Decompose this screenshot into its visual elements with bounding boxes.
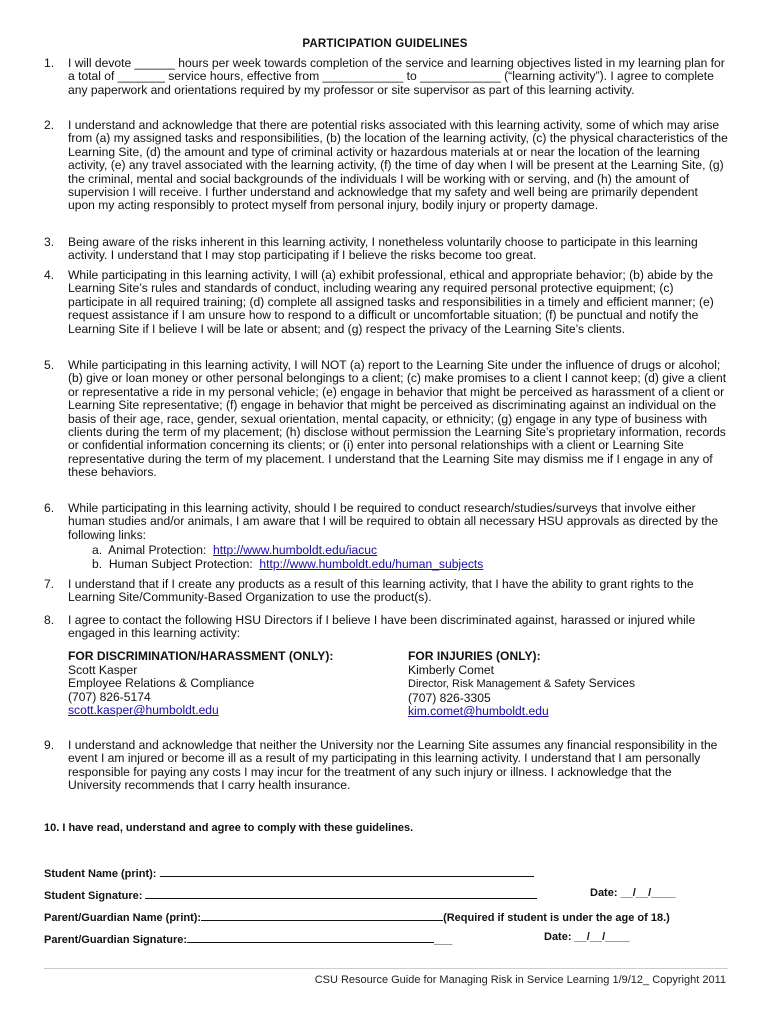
- guideline-item-7: [44, 578, 728, 605]
- guideline-item-1: [44, 57, 728, 97]
- parent-date-field[interactable]: Date: __/__/____: [544, 931, 630, 943]
- contact-header: FOR INJURIES (ONLY):: [408, 649, 541, 663]
- link-label: Human Subject Protection:: [108, 557, 253, 571]
- injuries-contact: [408, 650, 738, 719]
- required-note: (Required if student is under the age of 18.): [443, 912, 670, 924]
- item-text: I understand and acknowledge that neither the University nor the Learning Site assumes any financial responsibility in the event I am injured or become ill as a result of my participating in this learning activity. I understand that I am personally responsible for paying any costs I may incur for the treatment of any such injury or illness. I acknowledge that the University recommends that I carry health insurance.: [68, 738, 718, 793]
- contact-phone: (707) 826-5174: [68, 689, 151, 704]
- item-number: 8.: [44, 613, 55, 627]
- link-label: Animal Protection:: [108, 543, 207, 557]
- contact-title-small: Director, Risk Management & Safety: [408, 678, 586, 691]
- guideline-item-9: [44, 739, 728, 793]
- parent-name-row: [44, 909, 670, 924]
- parent-signature-row: [44, 931, 452, 946]
- item-number: 9.: [44, 738, 55, 752]
- student-signature-field[interactable]: [145, 887, 537, 899]
- contact-header: FOR DISCRIMINATION/HARASSMENT (ONLY):: [68, 649, 334, 663]
- footer-divider: [44, 968, 728, 969]
- parent-name-field[interactable]: [201, 909, 443, 921]
- item-text: While participating in this learning activity, I will NOT (a) report to the Learning Site under the influence of drugs or alcohol; (b) give or loan money or other personal belongings to a client; (c) make promises to a client I cannot keep; (d) give a client or representative a ride in my personal vehicle; (e) engage in behavior that might be perceived as harassment of a client or Learning Site representative; (f) engage in behavior that might be perceived as discriminating against an individual on the basis of their age, race, gender, sexual orientation, mental capacity, or ethnicity; (g) engage in any type of business with clients during the term of my placement; (h) disclose without permission the Learning Site’s proprietary information, records or confidential information concerning its clients; or (i) enter into personal relationships with a client or Learning Site representative during the term of my placement. I understand that the Learning Site may dismiss me if I engage in any of these behaviors.: [68, 358, 727, 480]
- discrimination-contact: [68, 650, 388, 718]
- guideline-item-2: [44, 119, 728, 213]
- contact-email-link[interactable]: scott.kasper@humboldt.edu: [68, 703, 219, 718]
- contact-email-link[interactable]: kim.comet@humboldt.edu: [408, 704, 549, 719]
- link-row-animal: [92, 544, 377, 557]
- student-signature-row: [44, 887, 537, 902]
- parent-signature-suffix: ___: [434, 934, 453, 946]
- student-name-row: [44, 865, 534, 880]
- item-text: While participating in this learning activity, should I be required to conduct research/studies/surveys that involve either human studies and/or animals, I am aware that I will be required to obtain all necessary HSU approvals as directed by the following links:: [68, 501, 719, 542]
- item-number: 2.: [44, 118, 55, 132]
- link-row-human: [92, 558, 483, 571]
- guideline-item-3: [44, 236, 728, 263]
- student-date-field[interactable]: Date: __/__/____: [590, 887, 676, 899]
- contact-title: [408, 677, 738, 692]
- animal-protection-link[interactable]: http://www.humboldt.edu/iacuc: [213, 543, 378, 557]
- contact-title-rest: Services: [585, 676, 636, 691]
- acknowledgement-statement: 10. I have read, understand and agree to comply with these guidelines.: [44, 822, 414, 834]
- student-name-label: Student Name (print):: [44, 868, 157, 880]
- link-letter: a.: [92, 543, 103, 557]
- item-text: I agree to contact the following HSU Directors if I believe I have been discriminated against, harassed or injured while engaged in this learning activity:: [68, 613, 696, 641]
- item-number: 1.: [44, 56, 55, 70]
- item-text: While participating in this learning activity, I will (a) exhibit professional, ethical and appropriate behavior; (b) abide by the Learning Site’s rules and standards of conduct, including wearing any required personal protective equipment; (c) participate in all required training; (d) complete all assigned tasks and responsibilities in a timely and efficient manner; (e) request assistance if I am unsure how to respond to a difficult or uncomfortable situation; (f) be punctual and notify the Learning Site if I believe I will be late or absent; and (g) respect the privacy of the Learning Site’s clients.: [68, 268, 714, 336]
- guideline-item-6: [44, 502, 728, 542]
- page-footer: CSU Resource Guide for Managing Risk in Service Learning 1/9/12_ Copyright 2011: [314, 974, 726, 986]
- page-title: PARTICIPATION GUIDELINES: [302, 38, 468, 50]
- student-name-field[interactable]: [160, 865, 534, 877]
- item-number: 6.: [44, 501, 55, 515]
- guideline-item-8: [44, 614, 728, 641]
- contact-name: Kimberly Comet: [408, 662, 495, 677]
- parent-signature-label: Parent/Guardian Signature:: [44, 934, 188, 946]
- student-signature-label: Student Signature:: [44, 890, 143, 902]
- item-text: I understand that if I create any products as a result of this learning activity, that I have the ability to grant rights to the Learning Site/Community-Based Organization to use the product(s).: [68, 577, 694, 605]
- guideline-item-4: [44, 269, 728, 336]
- item-number: 4.: [44, 268, 55, 282]
- contact-phone: (707) 826-3305: [408, 690, 491, 705]
- contact-title: Employee Relations & Compliance: [68, 676, 255, 691]
- parent-name-label: Parent/Guardian Name (print):: [44, 912, 202, 924]
- contact-name: Scott Kasper: [68, 662, 138, 677]
- parent-signature-field[interactable]: [187, 931, 434, 943]
- item-number: 5.: [44, 358, 55, 372]
- item-text: Being aware of the risks inherent in this learning activity, I nonetheless voluntarily choose to participate in this learning activity. I understand that I may stop participating if I believe the risks become too great.: [68, 235, 698, 263]
- item-number: 3.: [44, 235, 55, 249]
- item-number: 7.: [44, 577, 55, 591]
- human-subject-link[interactable]: http://www.humboldt.edu/human_subjects: [259, 557, 484, 571]
- guideline-item-5: [44, 359, 728, 480]
- item-text: I will devote ______ hours per week towards completion of the service and learning objectives listed in my learning plan for a total of _______ service hours, effective from ____________ to ____________ (“learning activity”). I agree to complete any paperwork and orientations required by my professor or site supervisor as part of this learning activity.: [68, 56, 725, 97]
- link-letter: b.: [92, 557, 103, 571]
- item-text: I understand and acknowledge that there are potential risks associated with this learning activity, some of which may arise from (a) my assigned tasks and responsibilities, (b) the location of the learning activity, (c) the physical characteristics of the Learning Site, (d) the amount and type of criminal activity or hazardous materials at or near the location of the learning activity, (e) any travel associated with the learning activity, (f) the time of day when I will be present at the Learning Site, (g) the criminal, mental and social backgrounds of the individuals I will be working with or serving, and (h) the amount of supervision I will receive. I further understand and acknowledge that my safety and well being are primarily dependent upon my acting responsibly to protect myself from personal injury, bodily injury or property damage.: [68, 118, 728, 213]
